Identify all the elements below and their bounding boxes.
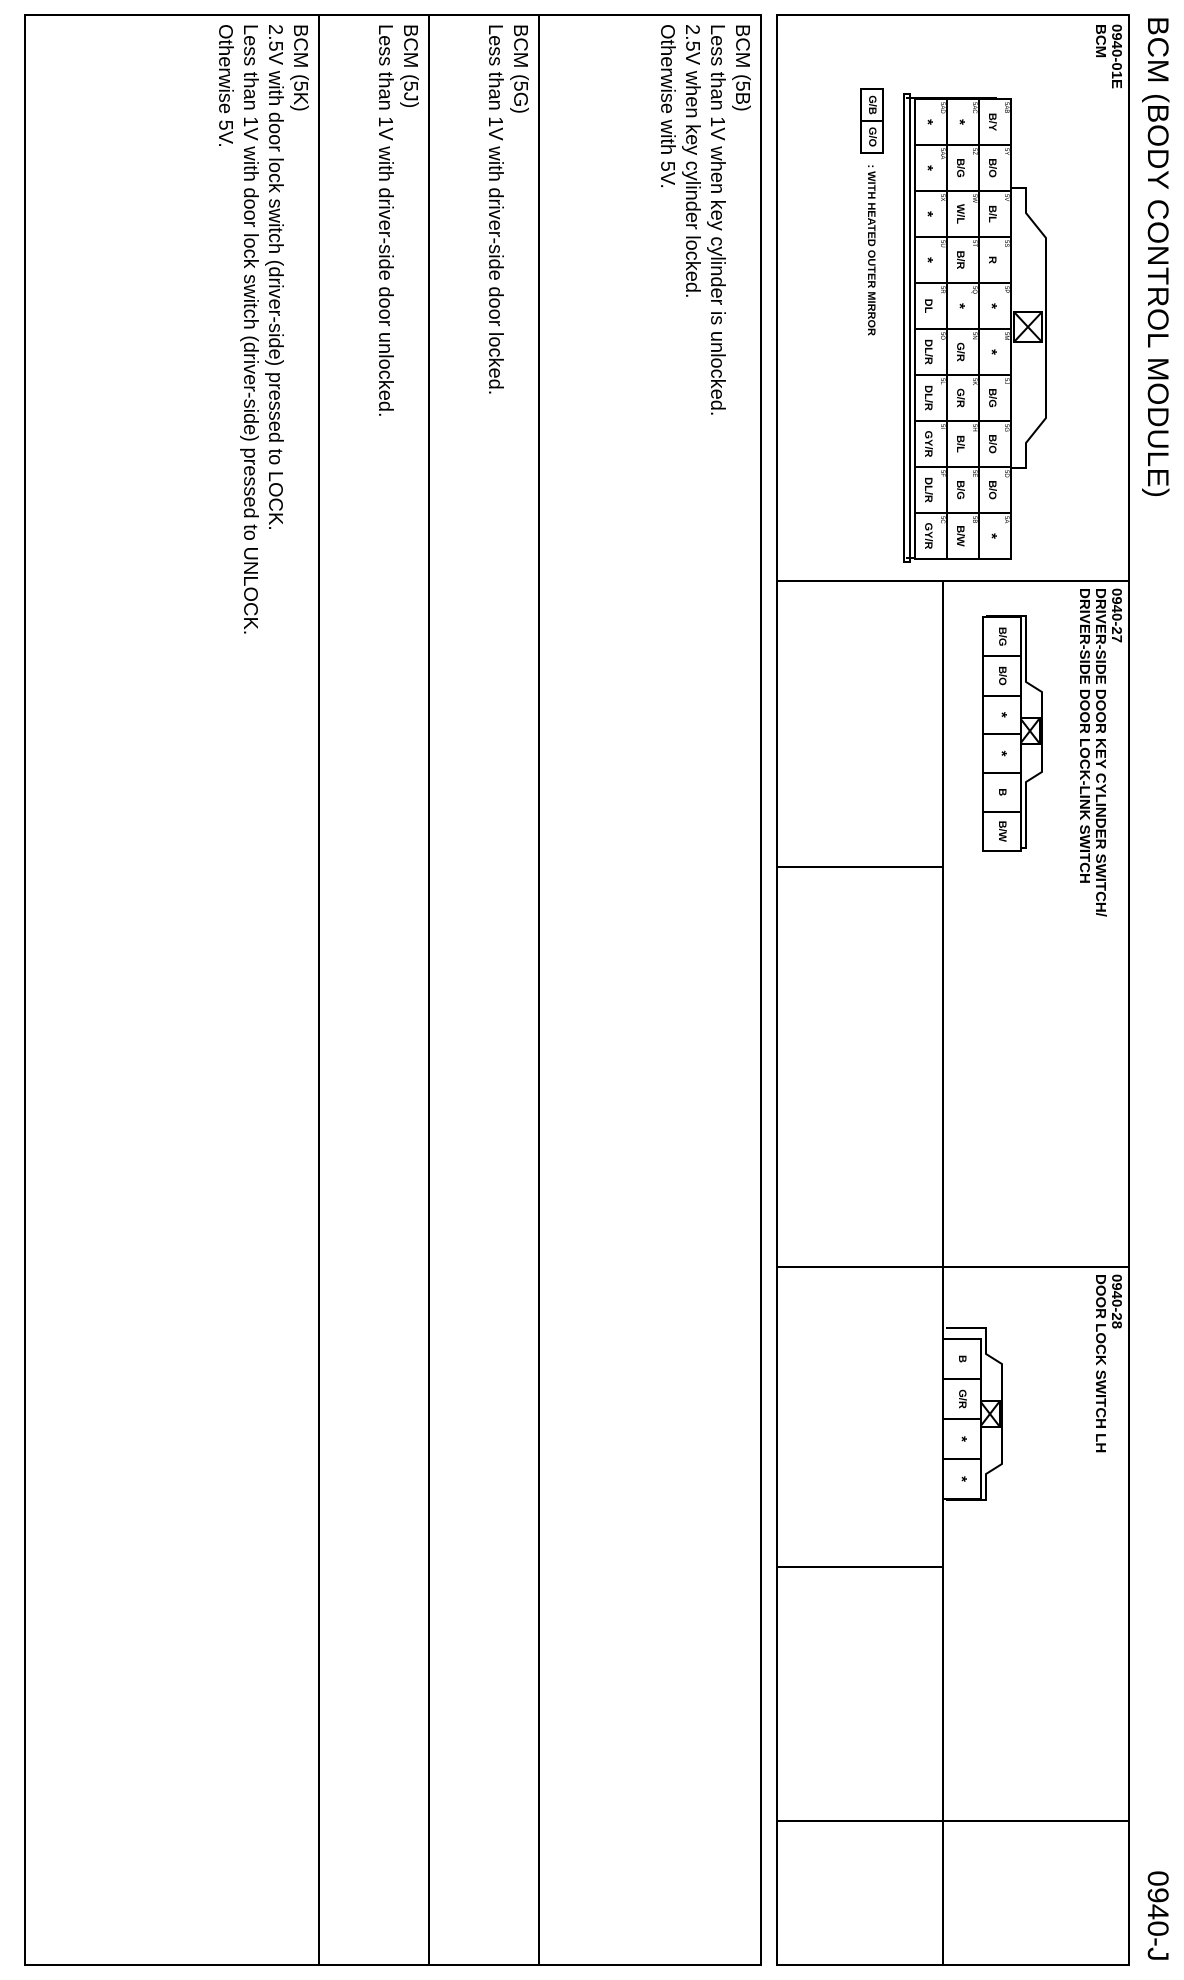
bcm-pin-cell — [947, 237, 979, 283]
bcm-pin-cell — [979, 329, 1011, 375]
bcm-pin-row — [979, 99, 1011, 559]
pin-number: 5Z — [971, 148, 977, 156]
bcm-pin-cell — [979, 145, 1011, 191]
wire-color: W/L — [954, 203, 967, 225]
bcm-pin-cell — [947, 513, 979, 559]
pin-number: 5Q — [971, 286, 977, 295]
pin-number: 5P — [1003, 286, 1009, 294]
wire-color: B/G — [986, 388, 999, 408]
note-title: BCM (5B) — [731, 24, 753, 112]
bcm-pin-cell — [947, 421, 979, 467]
wire-color: B/L — [954, 435, 967, 453]
connector-id: 0940-27 — [1108, 588, 1125, 644]
wire-color: B/G — [954, 480, 967, 500]
pin-cell — [983, 734, 1021, 773]
bcm-pin-cell — [947, 283, 979, 329]
note-title: BCM (5G) — [509, 24, 531, 114]
divider — [428, 14, 430, 1966]
bcm-pin-cell — [947, 467, 979, 513]
note-line: Less than 1V when key cylinder is unlocked. — [706, 24, 728, 417]
divider — [318, 14, 320, 1966]
pin-number: 5F — [939, 470, 945, 478]
pin-number: 5AD — [939, 102, 945, 114]
wire-color: * — [983, 533, 1001, 539]
bcm-pin-cell — [915, 375, 947, 421]
bcm-pin-cell — [915, 99, 947, 145]
pin-number: 5L — [939, 378, 945, 385]
divider — [776, 1266, 1130, 1268]
bcm-pin-cell — [979, 421, 1011, 467]
pin-cell — [983, 696, 1021, 735]
bcm-pin-cell — [915, 283, 947, 329]
wire-color: * — [951, 119, 969, 125]
wire-color: B/Y — [986, 112, 999, 132]
wire-color: DL — [922, 298, 935, 314]
bcm-pin-cell — [979, 237, 1011, 283]
connector-name: DOOR LOCK SWITCH LH — [1092, 1274, 1109, 1454]
pin-number: 5O — [939, 332, 945, 341]
pin-number: 5S — [1003, 240, 1009, 248]
note-line: 2.5V with door lock switch (driver-side) pressed to LOCK. — [264, 24, 286, 531]
bcm-pin-cell — [979, 99, 1011, 145]
pin-number: 5T — [971, 240, 977, 248]
bcm-pin-cell — [947, 99, 979, 145]
connector-bcm-header — [1092, 24, 1124, 89]
wire-color: B/O — [996, 666, 1009, 686]
wire-color: * — [919, 257, 937, 263]
pin-number: 5R — [939, 286, 945, 294]
pin-cell — [983, 812, 1021, 851]
wire-color: * — [983, 349, 1001, 355]
wire-color: * — [953, 1436, 971, 1442]
pin-number: 5M — [1003, 332, 1009, 341]
connector-door-lock-header — [1092, 1274, 1124, 1453]
key-cylinder-connector — [976, 612, 1056, 852]
wire-color: DL/R — [922, 339, 935, 365]
wire-color: * — [951, 303, 969, 309]
note-line: Otherwise with 5V. — [656, 24, 678, 189]
wire-color: * — [919, 211, 937, 217]
bcm-pin-cell — [947, 375, 979, 421]
bcm-pin-grid — [914, 98, 1012, 560]
bcm-pin-cell — [979, 375, 1011, 421]
divider — [776, 1566, 944, 1568]
door-lock-connector — [936, 1324, 1016, 1504]
bcm-pin-cell — [915, 191, 947, 237]
bcm-pin-cell — [979, 467, 1011, 513]
wire-color: * — [983, 303, 1001, 309]
bcm-pin-cell — [947, 145, 979, 191]
note-title: BCM (5K) — [289, 24, 311, 112]
bcm-pin-cell — [947, 191, 979, 237]
bcm-pin-cell — [915, 329, 947, 375]
wire-color: B/O — [986, 480, 999, 500]
wire-color: G/R — [954, 342, 967, 362]
pin-number: 5C — [939, 516, 945, 524]
page-code: 0940-J — [1141, 1870, 1174, 1962]
bcm-pin-row — [915, 99, 947, 559]
note-line: Otherwise 5V. — [214, 24, 236, 148]
connector-name-line1: DRIVER-SIDE DOOR KEY CYLINDER SWITCH/ — [1092, 588, 1109, 917]
bcm-pin-cell — [915, 421, 947, 467]
pin-number: 5V — [1003, 194, 1009, 202]
wire-color: B/R — [954, 250, 967, 270]
pin-cell — [943, 1379, 981, 1419]
pin-number: 5X — [939, 194, 945, 202]
note-line: Less than 1V with driver-side door unlocked. — [374, 24, 396, 418]
connector-id: 0940-28 — [1108, 1274, 1125, 1330]
wire-color: * — [919, 119, 937, 125]
pin-number: 5H — [971, 424, 977, 432]
bcm-pin-cell — [979, 513, 1011, 559]
pin-number: 5D — [1003, 470, 1009, 478]
note-line: Less than 1V with door lock switch (driver-side) pressed to UNLOCK. — [239, 24, 261, 636]
pin-number: 5AB — [1003, 102, 1009, 114]
legend-color-1: G/B — [861, 89, 883, 121]
pin-cell — [943, 1459, 981, 1499]
bcm-pin-cell — [947, 329, 979, 375]
wire-color: B/L — [986, 205, 999, 223]
note-title: BCM (5J) — [399, 24, 421, 109]
wire-color: B/W — [996, 820, 1009, 843]
wire-color: DL/R — [922, 477, 935, 503]
pin-number: 5B — [971, 516, 977, 524]
pin-cell — [943, 1339, 981, 1379]
note-bcm-5g — [482, 24, 532, 395]
pin-number: 5N — [971, 332, 977, 340]
wire-color: B/W — [954, 525, 967, 547]
pin-cell — [943, 1419, 981, 1459]
bcm-pin-cell — [915, 513, 947, 559]
bcm-pin-cell — [915, 467, 947, 513]
pin-number: 5Y — [1003, 148, 1009, 156]
connector-name-line2: DRIVER-SIDE DOOR LOCK-LINK SWITCH — [1076, 588, 1093, 884]
bcm-legend — [860, 88, 884, 336]
pin-number: 5U — [939, 240, 945, 248]
pin-cell — [983, 617, 1021, 656]
note-bcm-5k — [212, 24, 312, 635]
key-cylinder-pin-grid — [982, 616, 1022, 852]
door-lock-pin-grid — [942, 1338, 982, 1500]
bcm-connector — [906, 88, 1056, 566]
pin-number: 5A — [1003, 516, 1009, 524]
divider — [776, 866, 944, 868]
wire-color: * — [993, 750, 1011, 757]
wire-color: B/G — [954, 158, 967, 178]
bcm-pin-cell — [979, 191, 1011, 237]
wire-color: * — [919, 165, 937, 171]
note-bcm-5j — [372, 24, 422, 418]
wire-color: G/R — [954, 388, 967, 408]
connector-name: BCM — [1092, 24, 1109, 59]
divider — [538, 14, 540, 1966]
pin-number: 5AA — [939, 148, 945, 160]
bcm-pin-row — [947, 99, 979, 559]
note-line: Less than 1V with driver-side door locked. — [484, 24, 506, 396]
pin-number: 5G — [1003, 424, 1009, 433]
wire-color: B/G — [996, 626, 1009, 647]
pin-number: 5K — [971, 378, 977, 386]
wire-color: R — [986, 256, 999, 264]
legend-text: : WITH HEATED OUTER MIRROR — [864, 164, 877, 336]
wire-color: GY/R — [922, 522, 935, 550]
wire-color: B — [956, 1355, 969, 1363]
divider — [776, 580, 1130, 582]
wire-color: GY/R — [922, 430, 935, 458]
wire-color: DL/R — [922, 385, 935, 411]
page-title: BCM (BODY CONTROL MODULE) — [1141, 16, 1174, 499]
bcm-pin-cell — [915, 237, 947, 283]
pin-cell — [983, 656, 1021, 695]
wire-color: B — [996, 788, 1009, 797]
legend-color-2: G/O — [861, 121, 883, 153]
bcm-pin-cell — [979, 283, 1011, 329]
connector-id: 0940-01E — [1108, 24, 1125, 90]
pin-number: 5AC — [971, 102, 977, 114]
divider — [776, 1820, 1130, 1822]
bcm-pin-cell — [915, 145, 947, 191]
pin-number: 5W — [971, 194, 977, 203]
pin-number: 5E — [971, 470, 977, 478]
connector-key-cylinder-header — [1076, 588, 1124, 917]
wire-color: G/R — [956, 1389, 969, 1409]
pin-number: 5I — [939, 424, 945, 430]
wire-color: * — [953, 1476, 971, 1482]
note-line: 2.5V when key cylinder locked. — [681, 24, 703, 299]
wire-color: * — [993, 711, 1011, 718]
legend-colors — [860, 88, 884, 154]
divider — [942, 580, 944, 1966]
wire-color: B/O — [986, 434, 999, 454]
note-bcm-5b — [654, 24, 754, 416]
pin-cell — [983, 773, 1021, 812]
wire-color: B/O — [986, 158, 999, 178]
pin-number: 5J — [1003, 378, 1009, 385]
